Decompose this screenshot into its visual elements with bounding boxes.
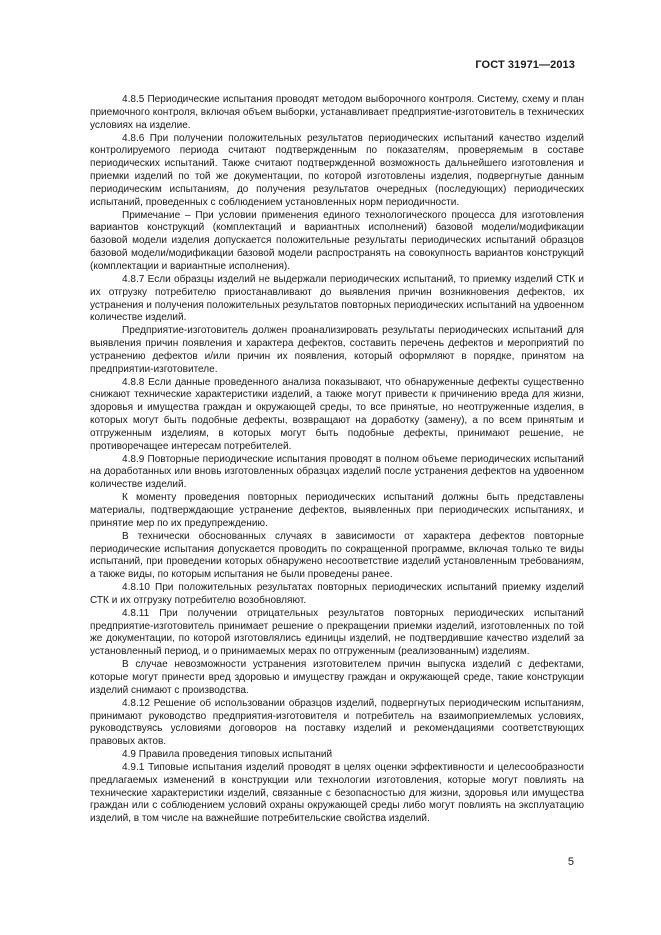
document-body	[90, 94, 584, 826]
paragraph-4-8-7: 4.8.7 Если образцы изделий не выдержали периодических испытаний, то приемку изделий СТК и их отгрузку потребителю приостанавливают до выявления причин возникновения дефектов, их устранения и получения положительных результатов повторных периодических испытаний на удвоенном количестве изделий.	[90, 273, 584, 324]
note-paragraph: Примечание – При условии применения единого технологического процесса для изготовления вариантов конструкций (комплектаций и вариантных исполнений) базовой модели/модификации базовой модели изделия допускается положительные результаты периодических испытаний образцов базовой модели/модификации базовой модели распространять на совокупность вариантов конструкций (комплектации и вариантные исполнения).	[90, 209, 584, 272]
page-number: 5	[567, 856, 574, 868]
paragraph-4-8-6: 4.8.6 При получении положительных результатов периодических испытаний качество изделий контролируемого периода считают подтвержденным по показателям, проверяемым в составе периодических испытаний. Также считают подтвержденной возможность дальнейшего изготовления и приемки изделий по той же документации, по которой изготовлены изделия, подвергнутые данным периодическим испытаниям, до получения результатов очередных (последующих) периодических испытаний, проведенных с соблюдением установленных норм периодичности.	[90, 132, 584, 208]
paragraph-4-8-12: 4.8.12 Решение об использовании образцов изделий, подвергнутых периодическим испытаниям, принимают руководство предприятия-изготовителя и потребитель на взаимоприемлемых условиях, руководствуясь условиями договоров на поставку изделий и рекомендациями соответствующих правовых актов.	[90, 697, 584, 748]
document-code-header: ГОСТ 31971—2013	[475, 59, 575, 71]
paragraph-defect-removal: В случае невозможности устранения изготовителем причин выпуска изделий с дефектами, которые могут принести вред здоровью и имуществу граждан и окружающей среде, такие конструкции изделий снимают с производства.	[90, 659, 584, 696]
paragraph-4-9-1: 4.9.1 Типовые испытания изделий проводят в целях оценки эффективности и целесообразности предлагаемых изменений в конструкции или технологии изготовления, которые могут повлиять на технические характеристики изделий, связанные с безопасностью для жизни, здоровья или имущества граждан или с соблюдением условий охраны окружающей среды либо могут повлиять на эксплуатацию изделий, в том числе на важнейшие потребительские свойства изделий.	[90, 761, 584, 825]
paragraph-4-8-9: 4.8.9 Повторные периодические испытания проводят в полном объеме периодических испытаний на доработанных или вновь изготовленных образцах изделий после устранения дефектов на удвоенном количестве изделий.	[90, 453, 584, 491]
paragraph-4-8-8: 4.8.8 Если данные проведенного анализа показывают, что обнаруженные дефекты существенно снижают технические характеристики изделий, а также могут привести к причинению вреда для жизни, здоровья и имущества граждан и окружающей среды, то все принятые, но неотгруженные изделия, в которых могут быть подобные дефекты, возвращают на доработку (замену), а по всем принятым и отгруженным изделиям, в которых могут быть подобные дефекты, принимают решение, не противоречащее интересам потребителей.	[90, 376, 584, 452]
paragraph-reduced-program: В технически обоснованных случаях в зависимости от характера дефектов повторные периодические испытания допускается проводить по сокращенной программе, включая только те виды испытаний, при проведении которых обнаружено несоответствие изделий установленным требованиям, а также виды, по которым испытания не были проведены ранее.	[90, 530, 584, 581]
paragraph-materials: К моменту проведения повторных периодических испытаний должны быть представлены материалы, подтверждающие устранение дефектов, выявленных при периодических испытаниях, и принятие мер по их предупреждению.	[90, 492, 584, 529]
section-heading-4-9: 4.9 Правила проведения типовых испытаний	[122, 749, 333, 761]
paragraph-4-8-10: 4.8.10 При положительных результатах повторных периодических испытаний приемку изделий СТК и их отгрузку потребителю возобновляют.	[90, 582, 584, 606]
paragraph-manufacturer-analysis: Предприятие-изготовитель должен проанализировать результаты периодических испытаний для выявления причин появления и характера дефектов, составить перечень дефектов и мероприятий по устранению дефектов и/или причин их появления, который оформляют в порядке, принятом на предприятии-изготовителе.	[90, 325, 584, 375]
paragraph-4-8-5: 4.8.5 Периодические испытания проводят методом выборочного контроля. Систему, схему и план приемочного контроля, включая объем выборки, устанавливает предприятие-изготовитель в технических условиях на изделие.	[90, 94, 584, 131]
paragraph-4-8-11: 4.8.11 При получении отрицательных результатов повторных периодических испытаний предприятие-изготовитель принимает решение о прекращении приемки изделий, изготовленных по той же документации, по которой изготовлялись единицы изделий, не подтвердившие качество изделий за установленный период, и о принимаемых мерах по отгруженным (реализованным) изделиям.	[90, 607, 584, 658]
